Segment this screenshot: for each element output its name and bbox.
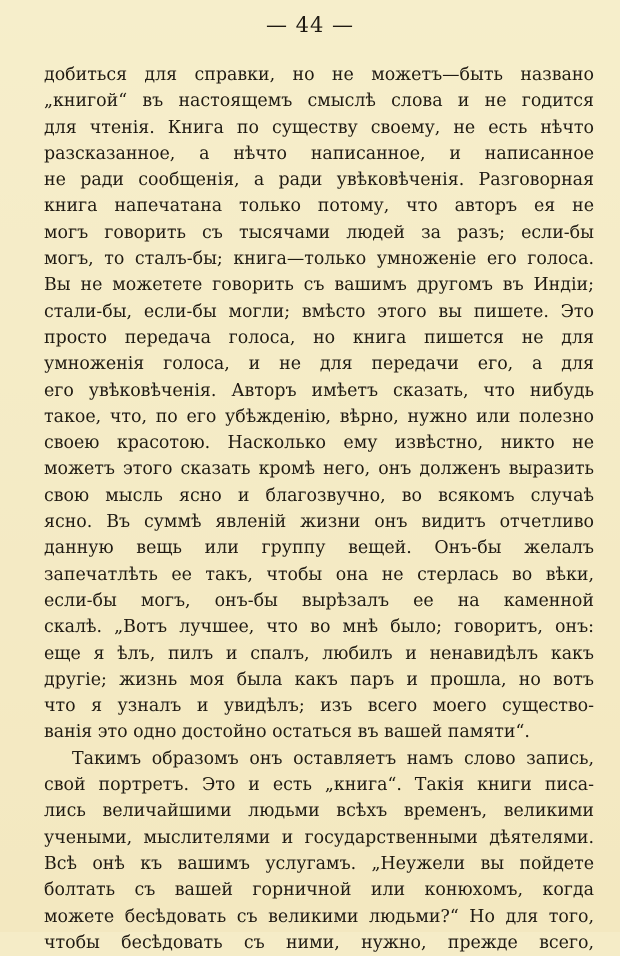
text-line: чтобы бесѣдовать съ ними, нужно, прежде всего, — [44, 932, 594, 953]
text-line: книга напечатана только потому, что авторъ ея не — [44, 196, 594, 217]
text-line: если-бы могъ, онъ-бы вырѣзалъ ее на каменной — [44, 590, 594, 611]
text-line: разсказанное, а нѣчто написанное, и написанное — [44, 143, 594, 164]
text-line: Всѣ онѣ къ вашимъ услугамъ. „Неужели вы пойдете — [44, 853, 594, 874]
text-line: могъ говорить съ тысячами людей за разъ; если-бы — [44, 222, 594, 243]
text-line: такое, что, по его убѣжденію, вѣрно, нужно или полезно — [44, 406, 594, 427]
text-line: ясно. Въ суммѣ явленій жизни онъ видитъ отчетливо — [44, 512, 594, 533]
text-line: свою мысль ясно и благозвучно, во всякомъ случаѣ — [44, 485, 594, 506]
text-line: Такимъ образомъ онъ оставляетъ намъ слово запись, — [72, 748, 594, 769]
text-line: добиться для справки, но не можетъ—быть названо — [44, 65, 594, 85]
text-line: ванія это одно достойно остаться въ вашей памяти“. — [44, 722, 530, 743]
text-line: скалѣ. „Вотъ лучшее, что во мнѣ было; говоритъ, онъ: — [44, 617, 594, 638]
text-line: болтать съ вашей горничной или конюхомъ, когда — [44, 880, 594, 901]
body-text — [44, 62, 594, 956]
text-line: можетъ этого сказать кромѣ него, онъ долженъ выразить — [44, 459, 594, 480]
text-line: запечатлѣть ее такъ, чтобы она не стерлась во вѣки, — [44, 564, 594, 585]
text-line: другіе; жизнь моя была какъ паръ и прошла, но вотъ — [44, 669, 594, 690]
text-line: Вы не можетете говорить съ вашимъ другомъ въ Индіи; — [44, 275, 594, 296]
text-line: могъ, то сталъ-бы; книга—только умноженіе его голоса. — [44, 249, 594, 270]
text-line: умноженія голоса, и не для передачи его, а для — [44, 354, 594, 375]
text-line: „книгой“ въ настоящемъ смыслѣ слова и не годится — [44, 91, 594, 112]
text-line: просто передача голоса, но книга пишется не для — [44, 327, 594, 348]
text-line: данную вещь или группу вещей. Онъ-бы желалъ — [44, 538, 594, 559]
text-line: лись величайшими людьми всѣхъ временъ, великими — [44, 801, 594, 822]
page-number: — 44 — — [265, 13, 355, 37]
text-line: не ради сообщенія, а ради увѣковѣченія. Разговорная — [44, 170, 594, 191]
text-line: еще я ѣлъ, пилъ и спалъ, любилъ и ненавидѣлъ какъ — [44, 643, 594, 664]
text-line: его увѣковѣченія. Авторъ имѣетъ сказать, что нибудь — [44, 380, 594, 401]
text-line: можете бесѣдовать съ великими людьми?“ Но для того, — [44, 906, 594, 927]
text-line: своею красотою. Насколько ему извѣстно, никто не — [44, 433, 594, 454]
text-line: что я узналъ и увидѣлъ; изъ всего моего существо- — [44, 696, 594, 717]
text-line: учеными, мыслителями и государственными дѣятелями. — [44, 827, 594, 848]
text-line: для чтенія. Книга по существу своему, не есть нѣчто — [44, 117, 594, 138]
text-line: свой портретъ. Это и есть „книга“. Такія книги писа- — [44, 775, 594, 796]
text-line: стали-бы, если-бы могли; вмѣсто этого вы пишете. Это — [44, 301, 594, 322]
